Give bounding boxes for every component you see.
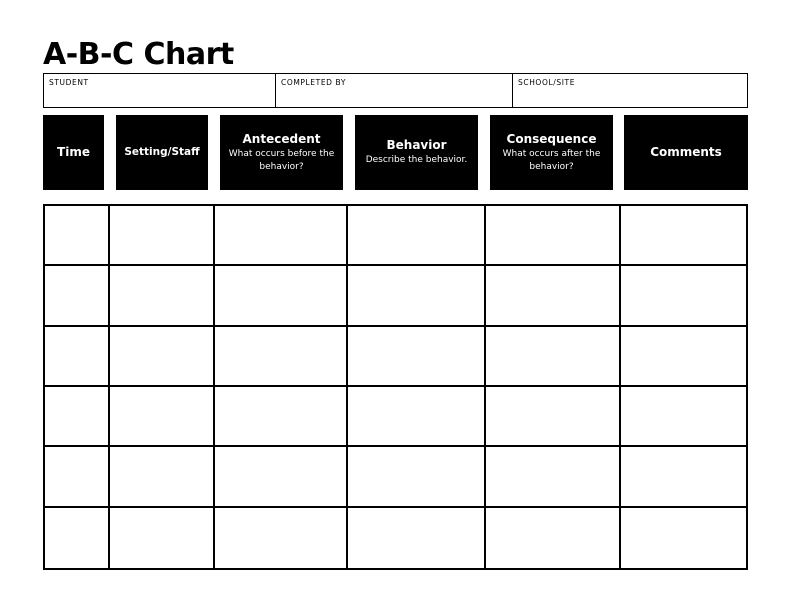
completed-by-label: COMPLETED BY <box>281 78 347 87</box>
entry-cell-behavior[interactable] <box>348 387 486 447</box>
column-header-setting-staff <box>116 115 208 190</box>
entry-cell-time[interactable] <box>45 508 110 568</box>
entry-cell-behavior[interactable] <box>348 508 486 568</box>
entry-grid <box>43 204 748 570</box>
entry-cell-consequence[interactable] <box>486 266 621 326</box>
entry-cell-behavior[interactable] <box>348 266 486 326</box>
entry-cell-consequence[interactable] <box>486 387 621 447</box>
column-header-time <box>43 115 104 190</box>
entry-cell-antecedent[interactable] <box>215 387 348 447</box>
entry-cell-comments[interactable] <box>621 327 746 387</box>
column-title-antecedent: Antecedent <box>242 131 321 146</box>
entry-cell-time[interactable] <box>45 447 110 507</box>
entry-cell-time[interactable] <box>45 266 110 326</box>
column-title-time: Time <box>57 145 90 159</box>
entry-cell-consequence[interactable] <box>486 206 621 266</box>
student-field[interactable] <box>44 74 276 107</box>
column-title-setting-staff: Setting/Staff <box>124 146 200 158</box>
entry-cell-comments[interactable] <box>621 266 746 326</box>
entry-cell-time[interactable] <box>45 387 110 447</box>
column-header-comments <box>624 115 748 190</box>
entry-cell-antecedent[interactable] <box>215 327 348 387</box>
entry-cell-time[interactable] <box>45 206 110 266</box>
entry-cell-comments[interactable] <box>621 387 746 447</box>
entry-cell-time[interactable] <box>45 327 110 387</box>
entry-cell-antecedent[interactable] <box>215 508 348 568</box>
column-header-consequence <box>490 115 613 190</box>
entry-cell-behavior[interactable] <box>348 206 486 266</box>
column-subtitle-behavior: Describe the behavior. <box>365 155 468 165</box>
entry-cell-consequence[interactable] <box>486 447 621 507</box>
entry-cell-consequence[interactable] <box>486 508 621 568</box>
entry-cell-setting-staff[interactable] <box>110 508 215 568</box>
column-subtitle-antecedent: What occurs before the behavior? <box>228 148 335 172</box>
entry-cell-comments[interactable] <box>621 447 746 507</box>
entry-cell-consequence[interactable] <box>486 327 621 387</box>
column-title-behavior: Behavior <box>386 138 447 152</box>
column-title-comments: Comments <box>650 145 722 159</box>
school-site-field[interactable] <box>513 74 747 107</box>
entry-cell-antecedent[interactable] <box>215 266 348 326</box>
entry-cell-comments[interactable] <box>621 508 746 568</box>
entry-cell-setting-staff[interactable] <box>110 327 215 387</box>
info-fields-row <box>43 73 748 108</box>
column-header-behavior <box>355 115 478 190</box>
entry-cell-behavior[interactable] <box>348 327 486 387</box>
entry-cell-setting-staff[interactable] <box>110 266 215 326</box>
column-header-antecedent <box>220 115 343 190</box>
entry-cell-antecedent[interactable] <box>215 206 348 266</box>
entry-cell-setting-staff[interactable] <box>110 206 215 266</box>
entry-cell-comments[interactable] <box>621 206 746 266</box>
student-label: STUDENT <box>49 78 89 87</box>
entry-cell-antecedent[interactable] <box>215 447 348 507</box>
column-title-consequence: Consequence <box>506 131 597 146</box>
page-title: A-B-C Chart <box>43 37 234 72</box>
entry-cell-setting-staff[interactable] <box>110 387 215 447</box>
completed-by-field[interactable] <box>276 74 513 107</box>
school-site-label: SCHOOL/SITE <box>518 78 576 87</box>
column-subtitle-consequence: What occurs after the behavior? <box>502 148 601 172</box>
entry-cell-behavior[interactable] <box>348 447 486 507</box>
entry-cell-setting-staff[interactable] <box>110 447 215 507</box>
